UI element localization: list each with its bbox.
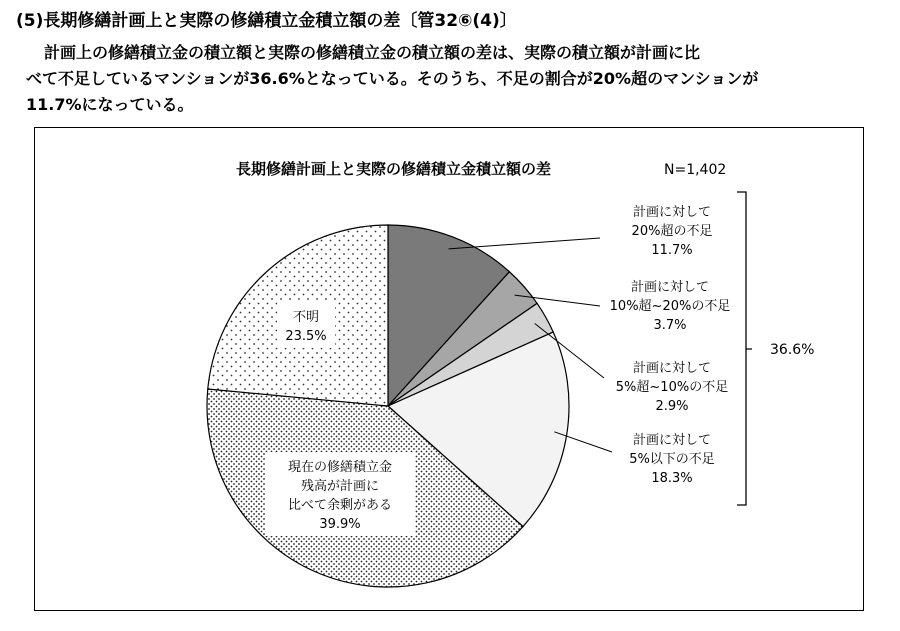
slice-value-label-1: 11.7% [651,243,693,258]
n-label: N=1,402 [664,162,727,178]
slice-category-label-1: 20%超の不足 [631,224,713,239]
slice-category-label-4: 計画に対して [632,433,712,448]
slice-value-label-2: 3.7% [653,318,687,333]
slice-value-label-4: 18.3% [651,471,693,486]
slice-category-label-5: 現在の修繕積立金 [287,460,393,475]
slice-category-label-2: 10%超~20%の不足 [609,299,731,314]
slice-category-label-6: 不明 [292,310,320,325]
slice-category-label-1: 計画に対して [632,205,712,220]
slice-value-label-3: 2.9% [655,399,689,414]
leader-line-1 [448,238,600,249]
chart-title: 長期修繕計画上と実際の修繕積立金積立額の差 [236,160,552,178]
slice-value-label-5: 39.9% [319,517,361,532]
slice-category-label-5: 比べて余剰がある [287,498,393,513]
summary-line-1: 計画上の修繕積立金の積立額と実際の修繕積立金の積立額の差は、実際の積立額が計画に比 [44,43,701,62]
slice-category-label-2: 計画に対して [630,280,710,295]
shortage-total-label: 36.6% [770,342,815,358]
summary-line-2: べて不足しているマンションが36.6%となっている。そのうち、不足の割合が20%超のマンションが [26,69,759,88]
slice-category-label-3: 計画に対して [632,361,712,376]
slice-value-label-6: 23.5% [285,329,327,344]
slice-category-label-3: 5%超~10%の不足 [615,380,729,395]
shortage-bracket [737,192,752,505]
slice-category-label-5: 残高が計画に [300,479,380,494]
section-heading: (5)長期修繕計画上と実際の修繕積立金積立額の差〔管32⑥(4)〕 [16,11,517,31]
slice-category-label-4: 5%以下の不足 [629,452,715,467]
summary-line-3: 11.7%になっている。 [26,95,194,114]
